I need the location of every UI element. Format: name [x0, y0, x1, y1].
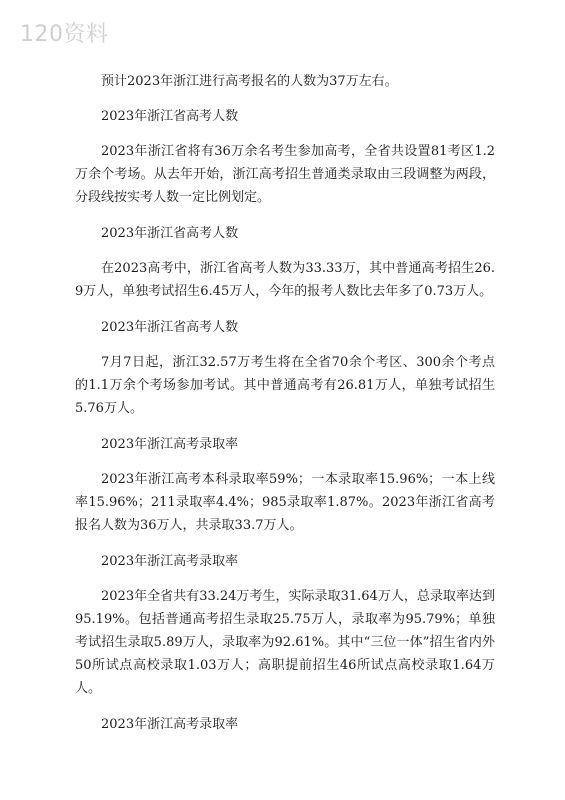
section-paragraph: 2023年浙江省将有36万余名考生参加高考，全省共设置81考区1.2万余个考场。从去年开始，浙江高考招生普通类录取由三段调整为两段，分段线按实考人数一定比例划定。	[75, 144, 495, 205]
section-heading: 2023年浙江省高考人数	[101, 109, 239, 124]
section-heading: 2023年浙江高考录取率	[101, 437, 239, 452]
intro-paragraph: 预计2023年浙江进行高考报名的人数为37万左右。	[101, 74, 398, 89]
section-heading: 2023年浙江高考录取率	[101, 717, 239, 732]
section-paragraph: 7月7日起，浙江32.57万考生将在全省70余个考区、300余个考点的1.1万余个考场参加考试。其中普通高考有26.81万人，单独考试招生5.76万人。	[75, 355, 495, 416]
section-paragraph: 2023年浙江高考本科录取率59%；一本录取率15.96%；一本上线率15.96%；211录取率4.4%；985录取率1.87%。2023年浙江省高考报名人数为36万人，共录取33.7万人。	[75, 472, 495, 533]
watermark-logo: 120资料	[20, 22, 109, 47]
section-paragraph: 在2023高考中，浙江省高考人数为33.33万，其中普通高考招生26.9万人，单独考试招生6.45万人，今年的报考人数比去年多了0.73万人。	[75, 261, 495, 299]
section-heading: 2023年浙江省高考人数	[101, 226, 239, 241]
section-heading: 2023年浙江省高考人数	[101, 320, 239, 335]
document-body	[75, 70, 495, 736]
section-heading: 2023年浙江高考录取率	[101, 554, 239, 569]
section-paragraph: 2023年全省共有33.24万考生，实际录取31.64万人，总录取率达到95.19%。包括普通高考招生录取25.75万人，录取率为95.79%；单独考试招生录取5.89万人，录取率为92.61%。其中“三位一体”招生省内外50所试点高校录取1.03万人；高职提前招生46所试点高校录取1.64万人。	[75, 589, 495, 696]
